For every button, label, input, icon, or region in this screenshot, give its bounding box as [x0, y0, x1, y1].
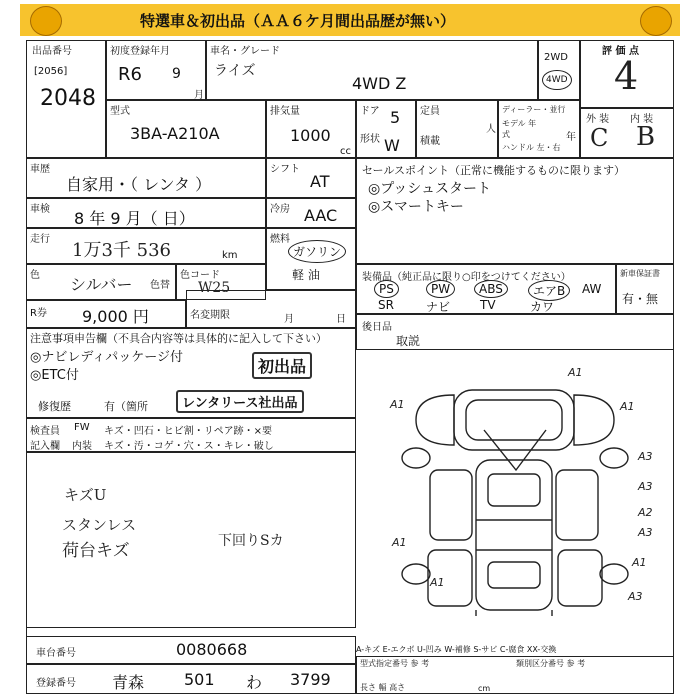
damage-mark: A3 [638, 526, 653, 539]
model-year-label: モデル 年式 [502, 119, 537, 139]
car-damage-diagram [356, 350, 674, 640]
handle-label: ハンドル 左・右 [502, 143, 561, 152]
equip-ps: PS [374, 280, 399, 298]
fuel-diesel: 軽 油 [292, 268, 320, 282]
history-label: 車歴 [30, 164, 50, 175]
shape-value: W [384, 136, 400, 155]
equip-navi: ナビ [426, 300, 451, 314]
legend-text: A-キズ E-エクボ U-凹み W-補修 S-サビ C-腐食 XX-交換 [356, 645, 557, 654]
change-label: 名変期限 [190, 310, 230, 321]
row-in-items: キズ・汚・コゲ・穴・ス・キレ・破し [104, 441, 274, 452]
name-value: ライズ [214, 63, 256, 79]
damage-mark: A2 [638, 506, 653, 519]
shift-value: AT [310, 172, 330, 191]
chassis-value: 0080668 [176, 640, 248, 659]
equip-label: 装備品（純正品に限り○印をつけてください） [362, 272, 571, 283]
fuel-gas: ガソリン [288, 240, 346, 263]
damage-mark: A3 [638, 450, 653, 463]
lot-small: [2056] [34, 66, 68, 77]
bear-icon-right [640, 6, 672, 36]
sales-item: ◎プッシュスタート [368, 181, 491, 197]
disp-label: 排気量 [270, 106, 300, 117]
color-value: シルバー [70, 275, 133, 294]
reg-month: 9 [172, 66, 181, 82]
equip-tv: TV [480, 298, 496, 312]
ac-label: 冷房 [270, 204, 290, 215]
change-month: 月 [284, 314, 294, 325]
warranty-value: 有・無 [622, 292, 659, 306]
mileage-value: 1万3千 536 [72, 240, 171, 261]
color-change-label: 色替 [150, 280, 170, 291]
recycle-label: R券 [30, 308, 47, 319]
rental-stamp: レンタリース社出品 [176, 390, 304, 413]
disp-value: 1000 [290, 126, 331, 145]
shape-label: 形状 [360, 134, 380, 145]
drive-2wd: 2WD [544, 52, 568, 63]
first-listing-stamp: 初出品 [252, 352, 312, 379]
repair-label: 修復歴 [38, 400, 71, 413]
inspector-label: 検査員 [30, 426, 60, 437]
plate-area: 青森 [112, 673, 145, 692]
row-in-label: 内装 [72, 441, 92, 452]
mileage-unit: km [222, 250, 238, 261]
score-label: 評 価 点 [602, 46, 639, 57]
cap-label: 定員 [420, 106, 440, 117]
chassis-label: 車台番号 [36, 648, 76, 659]
equip-pw: PW [426, 280, 455, 298]
row-fw-label: FW [74, 422, 90, 433]
damage-mark: A3 [628, 590, 643, 603]
damage-mark: A1 [568, 366, 583, 379]
int-label: 内 装 [630, 114, 654, 125]
lot-number: 2048 [40, 86, 96, 111]
int-value: B [636, 122, 656, 152]
recycle-value: 9,000 円 [82, 307, 149, 326]
door-value: 5 [390, 108, 401, 127]
door-label: ドア [360, 106, 380, 117]
cat-label: 類別区分番号 参 考 [516, 659, 586, 668]
plate-label: 登録番号 [36, 678, 76, 689]
size-label: 長さ 幅 高さ [360, 683, 406, 692]
year-unit: 年 [566, 132, 576, 143]
cap-unit: 人 [486, 124, 496, 135]
reg-month-unit: 月 [194, 90, 204, 101]
plate-num: 3799 [290, 670, 331, 689]
dealer-label: ディーラー・並行 [502, 105, 566, 114]
damage-mark: A3 [638, 480, 653, 493]
notes-box-label: 記入欄 [30, 441, 60, 452]
reg-label: 初度登録年月 [110, 46, 170, 57]
type-label: 型式 [110, 106, 130, 117]
damage-mark: A1 [632, 556, 647, 569]
drive-4wd: 4WD [542, 70, 572, 90]
ext-value: C [590, 124, 609, 152]
name-label: 車名・グレード [210, 46, 280, 57]
equip-abs: ABS [474, 280, 508, 298]
type-value: 3BA-A210A [130, 124, 220, 143]
grade-value: 4WD Z [352, 74, 407, 93]
load-label: 積載 [420, 136, 440, 147]
hand-note: 荷台キズ [62, 541, 130, 561]
inspect-value: 8 年 9 月（ 日） [74, 209, 195, 228]
type-spec-label: 型式指定番号 参 考 [360, 659, 430, 668]
sales-item: ◎スマートキー [368, 199, 464, 215]
hand-note: 下回りSカ [218, 533, 284, 549]
notes-item: ◎ナビレディパッケージ付 [30, 350, 184, 365]
code-value: W25 [198, 280, 231, 296]
warranty-label: 新車保証書 [620, 269, 660, 278]
hand-note: キズU [64, 486, 107, 504]
notes-item: ◎ETC付 [30, 368, 79, 383]
cm-unit: cm [478, 684, 491, 693]
shift-label: シフト [270, 164, 300, 175]
repair-value: 有（箇所 [104, 400, 148, 413]
ac-value: AAC [304, 206, 338, 225]
banner-title: 特選車＆初出品（ＡＡ６ケ月間出品歴が無い） [140, 12, 456, 30]
ext-label: 外 装 [586, 114, 610, 125]
bear-icon-left [30, 6, 62, 36]
damage-mark: A1 [430, 576, 445, 589]
damage-mark: A1 [390, 398, 405, 411]
inspect-label: 車検 [30, 204, 50, 215]
change-day: 日 [336, 314, 346, 325]
plate-class: 501 [184, 670, 215, 689]
after-value: 取説 [396, 334, 421, 348]
row-fw-items: キズ・凹石・ヒビ割・リペア跡・×要 [104, 426, 272, 437]
reg-year: R6 [118, 64, 142, 85]
plate-kana: わ [246, 673, 263, 692]
equip-airbag: エアB [528, 280, 570, 301]
hand-note: スタンレス [62, 516, 137, 534]
disp-unit: cc [340, 146, 351, 157]
sales-label: セールスポイント（正常に機能するものに限ります） [362, 164, 626, 177]
equip-aw: AW [582, 282, 602, 296]
lot-label: 出品番号 [32, 46, 72, 57]
fuel-label: 燃料 [270, 234, 290, 245]
code-label: 色コード [180, 270, 220, 281]
score-value: 4 [614, 54, 639, 98]
mileage-label: 走行 [30, 234, 50, 245]
notes-label: 注意事項申告欄（不具合内容等は具体的に記入して下さい） [30, 332, 327, 345]
after-label: 後日品 [362, 322, 392, 333]
damage-mark: A1 [620, 400, 635, 413]
color-label: 色 [30, 270, 40, 281]
equip-leather: カワ [530, 300, 555, 314]
history-value: 自家用・（ レンタ ） [66, 175, 212, 194]
equip-sr: SR [378, 298, 394, 312]
damage-mark: A1 [392, 536, 407, 549]
